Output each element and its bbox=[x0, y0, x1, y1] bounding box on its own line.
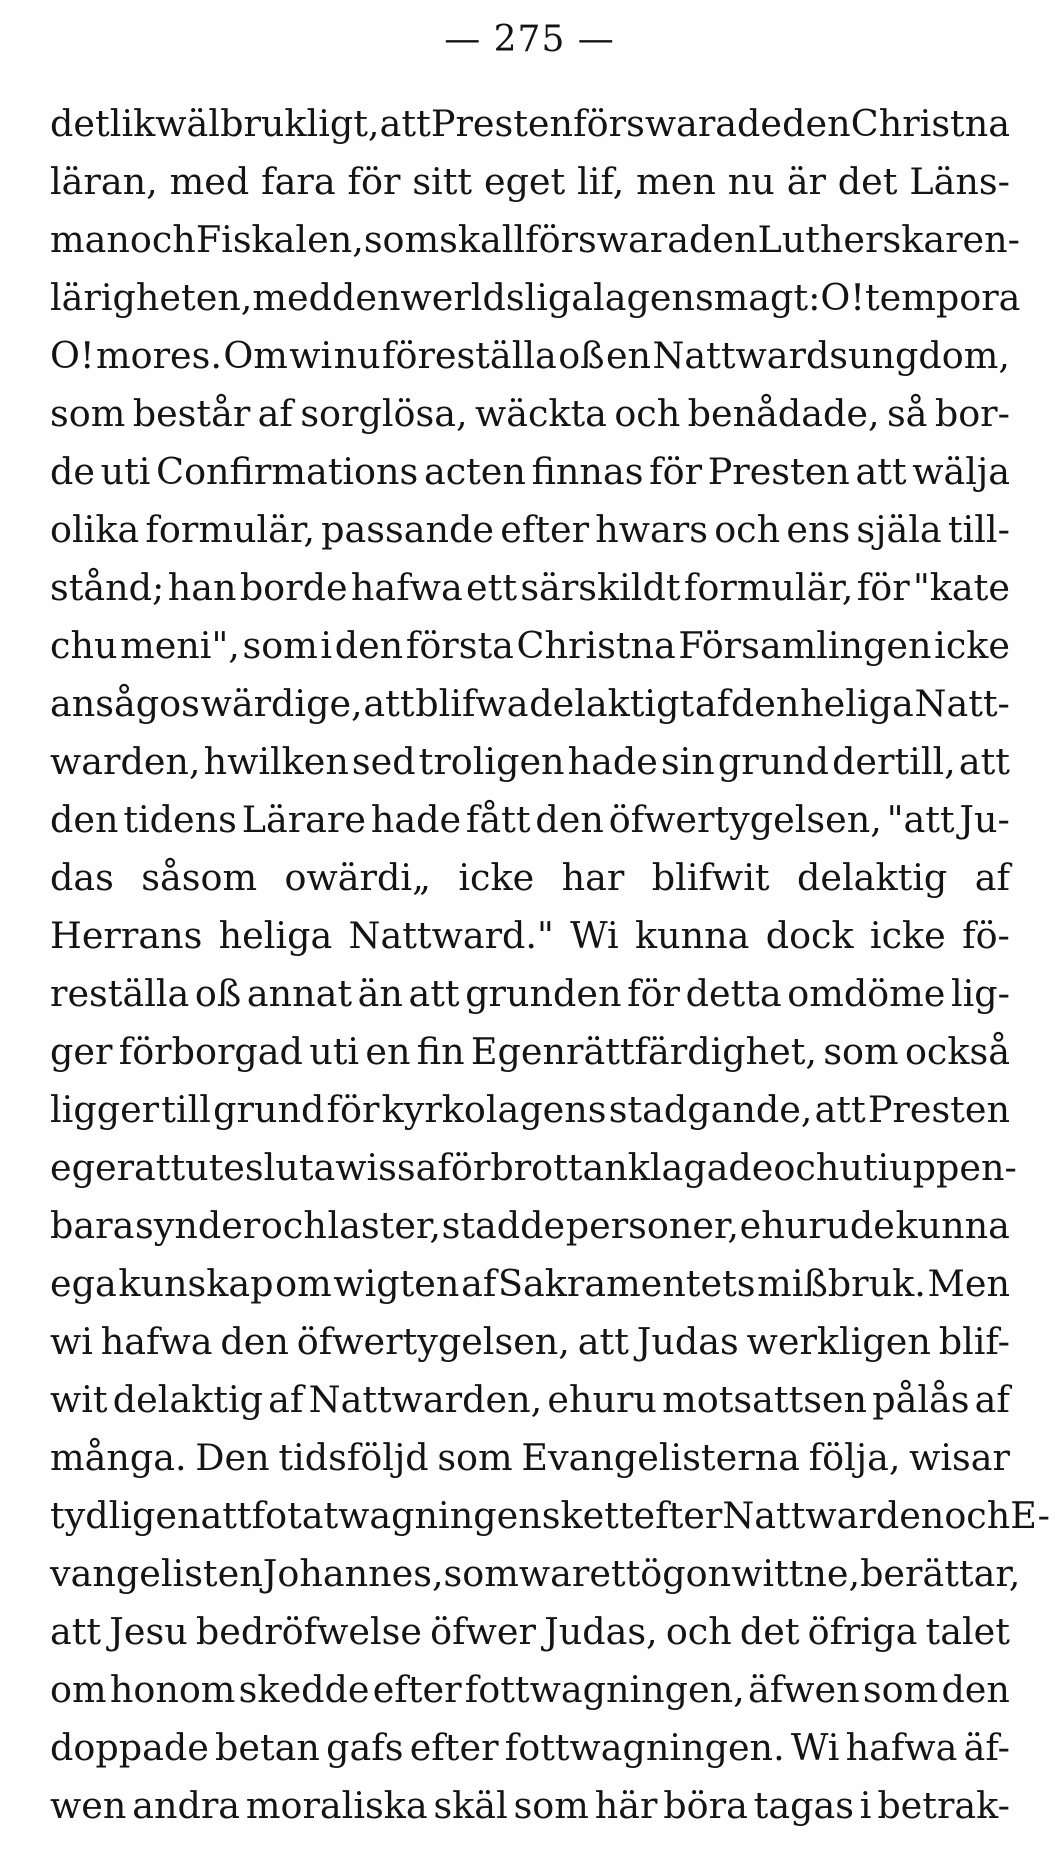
text-line: läran, med fara för sitt eget lif, men nu är det Läns- bbox=[50, 160, 1010, 203]
text-line: doppade betan gafs efter fottwagningen. Wi hafwa äf- bbox=[50, 1726, 1010, 1769]
text-line: det likwäl brukligt, att Presten förswarade den Christna bbox=[50, 102, 1010, 145]
text-line: eger att utesluta wissa för brott anklagade och uti uppen- bbox=[50, 1146, 1017, 1189]
text-line: warden, hwilken sed troligen hade sin grund dertill, att bbox=[50, 740, 1010, 783]
text-line: stånd; han borde hafwa ett särskildt formulär, för "kate bbox=[50, 566, 1010, 609]
text-line: chu meni", som i den första Christna Församlingen icke bbox=[50, 624, 1010, 667]
text-line: bara synder och laster, stadde personer, ehuru de kunna bbox=[50, 1204, 1010, 1247]
text-line: das såsom owärdi„ icke har blifwit delaktig af bbox=[50, 856, 1010, 899]
text-line: man och Fiskalen, som skall förswara den Lutherska ren- bbox=[50, 218, 1020, 261]
text-line: reställa oß annat än att grunden för detta omdöme lig- bbox=[50, 972, 1010, 1015]
text-line: som består af sorglösa, wäckta och benådade, så bor- bbox=[50, 392, 1010, 435]
text-line: att Jesu bedröfwelse öfwer Judas, och det öfriga talet bbox=[50, 1610, 1010, 1653]
text-line: ansågos wärdige, att blifwa delaktigt af den heliga Natt- bbox=[50, 682, 1010, 725]
text-line: ger förborgad uti en fin Egenrättfärdighet, som också bbox=[50, 1030, 1010, 1073]
page-number: — 275 — bbox=[444, 19, 615, 60]
text-line: olika formulär, passande efter hwars och ens själa till- bbox=[50, 508, 1010, 551]
text-line: de uti Confirmations acten finnas för Presten att wälja bbox=[50, 450, 1010, 493]
text-line: tydligen att fotatwagningen skett efter Nattwarden och E- bbox=[50, 1494, 1050, 1537]
text-line: om honom skedde efter fottwagningen, äfwen som den bbox=[50, 1668, 1010, 1711]
text-line: wit delaktig af Nattwarden, ehuru motsattsen pålås af bbox=[50, 1378, 1010, 1421]
text-line: den tidens Lärare hade fått den öfwertygelsen, "att Ju- bbox=[50, 798, 1010, 841]
body-text bbox=[50, 95, 1050, 1835]
text-line: O! mores. Om wi nu föreställa oß en Nattwardsungdom, bbox=[50, 334, 1010, 377]
text-line: wen andra moraliska skäl som här böra tagas i betrak- bbox=[50, 1784, 1010, 1827]
text-line: lärigheten, med den werldsliga lagens magt: O! tempora bbox=[50, 276, 1021, 319]
text-line: ega kunskap om wigten af Sakramentets mißbruk. Men bbox=[50, 1262, 1010, 1305]
text-line: vangelisten Johannes, som war ett ögonwittne, berättar, bbox=[50, 1552, 1021, 1595]
text-line: Herrans heliga Nattward." Wi kunna dock icke fö- bbox=[50, 914, 1010, 957]
text-line: många. Den tidsföljd som Evangelisterna följa, wisar bbox=[50, 1436, 1010, 1479]
text-line: wi hafwa den öfwertygelsen, att Judas werkligen blif- bbox=[50, 1320, 1010, 1363]
text-line: ligger till grund för kyrkolagens stadgande, att Presten bbox=[50, 1088, 1010, 1131]
